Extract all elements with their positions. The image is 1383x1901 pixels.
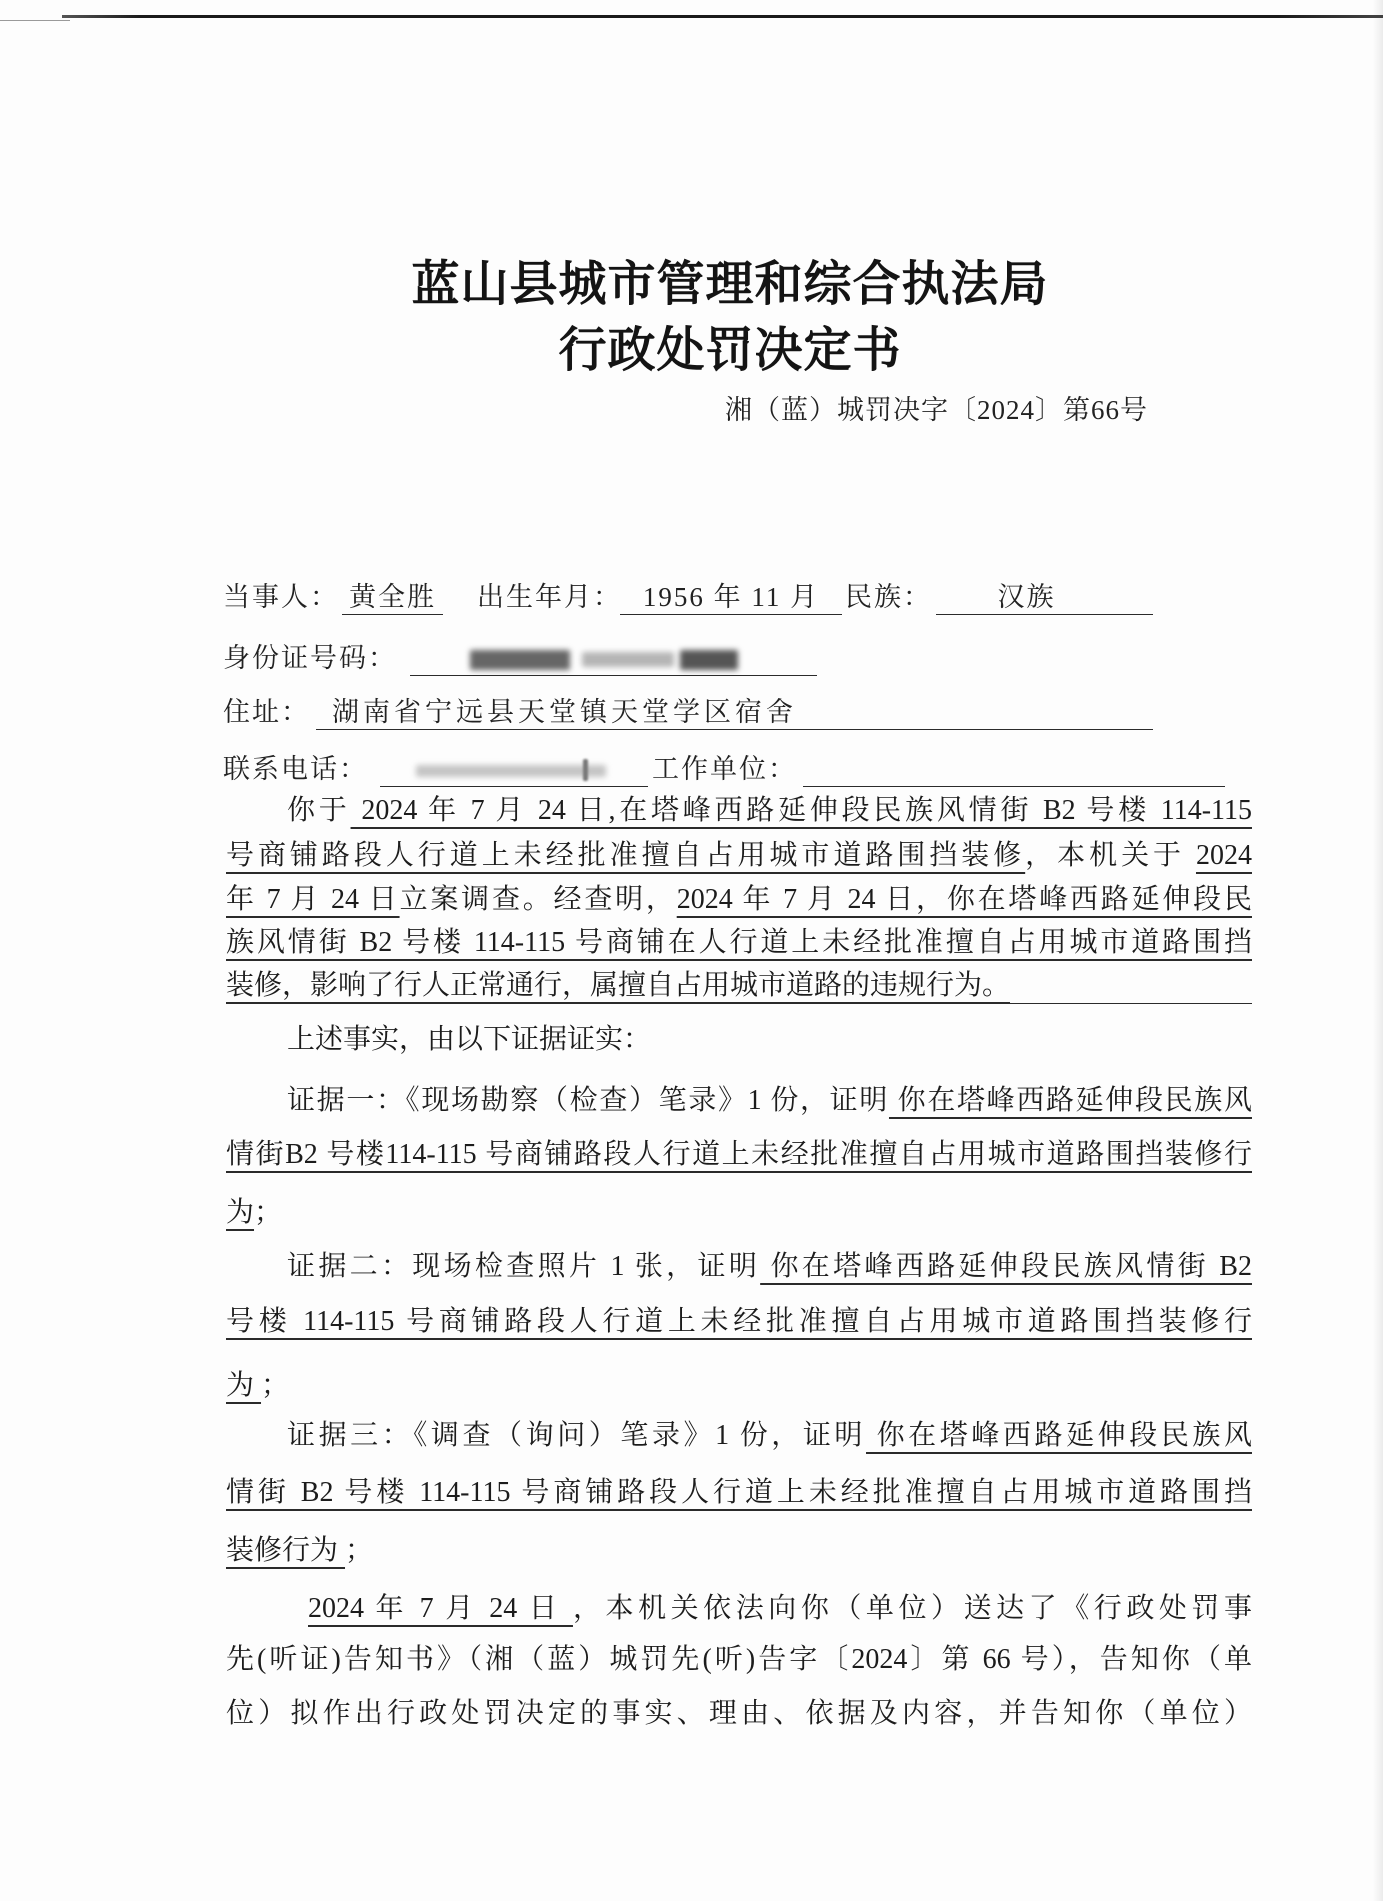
employer-field: [803, 751, 1225, 787]
evidence-3-filled-text: 你在塔峰西路延伸段民族风: [866, 1420, 1252, 1451]
evidence-3-text: 证据三：《调查（询问）笔录》1 份，证明: [287, 1420, 867, 1451]
evidence-1-line: [226, 1135, 1252, 1175]
phone-label: 联系电话：: [223, 754, 368, 784]
facts-filled-text: 年 7 月 24 日: [226, 884, 400, 915]
evidence-3-text: ；: [345, 1535, 374, 1566]
party-name-label: 当事人：: [223, 582, 339, 612]
facts-filled-text: 2024: [1195, 840, 1252, 871]
evidence-2-line: [226, 1366, 1252, 1406]
facts-filled-text: 号商铺路段人行道上未经批准擅自占用城市道路围挡装修: [226, 840, 1026, 871]
facts-line: [226, 923, 1252, 963]
evidence-3-line: [226, 1531, 1252, 1571]
notice-line: [226, 1589, 1252, 1629]
notice-text: 位）拟作出行政处罚决定的事实、理由、依据及内容，并告知你（单位）: [226, 1698, 1252, 1729]
address-label: 住址：: [223, 697, 310, 727]
redacted-id-block: [680, 650, 738, 670]
redacted-id-block: [582, 652, 674, 667]
document-number: 湘（蓝）城罚决字〔2024〕第66号: [725, 395, 1148, 425]
facts-text: 立案调查。经查明，: [399, 884, 677, 915]
redacted-phone-mark: [583, 759, 588, 781]
birth-date-field: 1956 年 11 月: [620, 579, 842, 615]
facts-filled-text: 族风情街 B2 号楼 114-115 号商铺在人行道上未经批准擅自占用城市道路围挡: [226, 927, 1252, 958]
ethnicity-field: 汉族: [936, 579, 1153, 615]
scan-top-edge-thin-line: [0, 20, 70, 21]
evidence-1-filled-text: 为: [226, 1197, 255, 1228]
scan-top-edge-line: [62, 15, 1383, 18]
blank-underline: [1010, 1003, 1252, 1004]
facts-line: [226, 836, 1252, 876]
ethnicity-label: 民族：: [845, 582, 932, 612]
facts-line: [226, 791, 1252, 831]
address-field: 湖南省宁远县天堂镇天堂学区宿舍: [316, 694, 1153, 730]
party-name-field: 黄全胜: [342, 579, 443, 615]
facts-text: 你于: [287, 795, 351, 826]
evidence-2-filled-text: 你在塔峰西路延伸段民族风情街 B2: [760, 1251, 1252, 1282]
evidence-2-text: 证据二：现场检查照片 1 张，证明: [287, 1251, 761, 1282]
evidence-2-line: [226, 1302, 1252, 1342]
facts-line: [226, 880, 1252, 920]
scan-right-edge-shadow: [1373, 0, 1383, 1901]
notice-text: 先(听证)告知书》（湘（蓝）城罚先(听)告字〔2024〕第 66 号），告知你（单: [226, 1644, 1252, 1675]
evidence-1-text: ；: [254, 1197, 283, 1228]
notice-line: [226, 1640, 1252, 1680]
notice-text: ，本机关依法向你（单位）送达了《行政处罚事: [572, 1593, 1252, 1624]
evidence-1-text: 证据一：《现场勘察（检查）笔录》1 份，证明: [287, 1085, 889, 1116]
evidence-2-text: ；: [261, 1370, 290, 1401]
evidence-intro: 上述事实，由以下证据证实：: [287, 1024, 652, 1055]
facts-line: [226, 966, 1252, 1006]
evidence-3-filled-text: 情街 B2 号楼 114-115 号商铺路段人行道上未经批准擅自占用城市道路围挡: [226, 1477, 1252, 1508]
facts-text: ，本机关于: [1025, 840, 1196, 871]
document-type-title: 行政处罚决定书: [558, 322, 902, 378]
evidence-2-filled-text: 号楼 114-115 号商铺路段人行道上未经批准擅自占用城市道路围挡装修行: [226, 1306, 1252, 1337]
evidence-3-line: [226, 1473, 1252, 1513]
evidence-1-line: [226, 1081, 1252, 1121]
evidence-3-line: [226, 1416, 1252, 1456]
evidence-1-filled-text: 情街B2 号楼114-115 号商铺路段人行道上未经批准擅自占用城市道路围挡装修行: [226, 1139, 1252, 1170]
employer-label: 工作单位：: [652, 754, 797, 784]
birth-date-label: 出生年月：: [477, 582, 622, 612]
evidence-1-line: [226, 1193, 1252, 1233]
phone-field: [380, 751, 648, 787]
id-number-label: 身份证号码：: [223, 643, 397, 673]
evidence-1-filled-text: 你在塔峰西路延伸段民族风: [888, 1085, 1252, 1116]
evidence-2-filled-text: 为: [226, 1370, 262, 1401]
issuing-authority-title: 蓝山县城市管理和综合执法局: [411, 256, 1049, 312]
facts-filled-text: 2024 年 7 月 24 日,在塔峰西路延伸段民族风情街 B2 号楼 114-115: [350, 795, 1252, 826]
facts-filled-text: 2024 年 7 月 24 日，你在塔峰西路延伸段民: [676, 884, 1252, 915]
redacted-id-block: [470, 650, 570, 670]
id-number-field: [410, 640, 817, 676]
notice-filled-date: 2024 年 7 月 24 日: [308, 1593, 573, 1624]
redacted-phone-block: [416, 765, 606, 777]
evidence-2-line: [226, 1247, 1252, 1287]
facts-filled-text: 装修，影响了行人正常通行，属擅自占用城市道路的违规行为。: [226, 970, 1011, 1001]
evidence-3-filled-text: 装修行为: [226, 1535, 346, 1566]
notice-line: [226, 1694, 1252, 1734]
